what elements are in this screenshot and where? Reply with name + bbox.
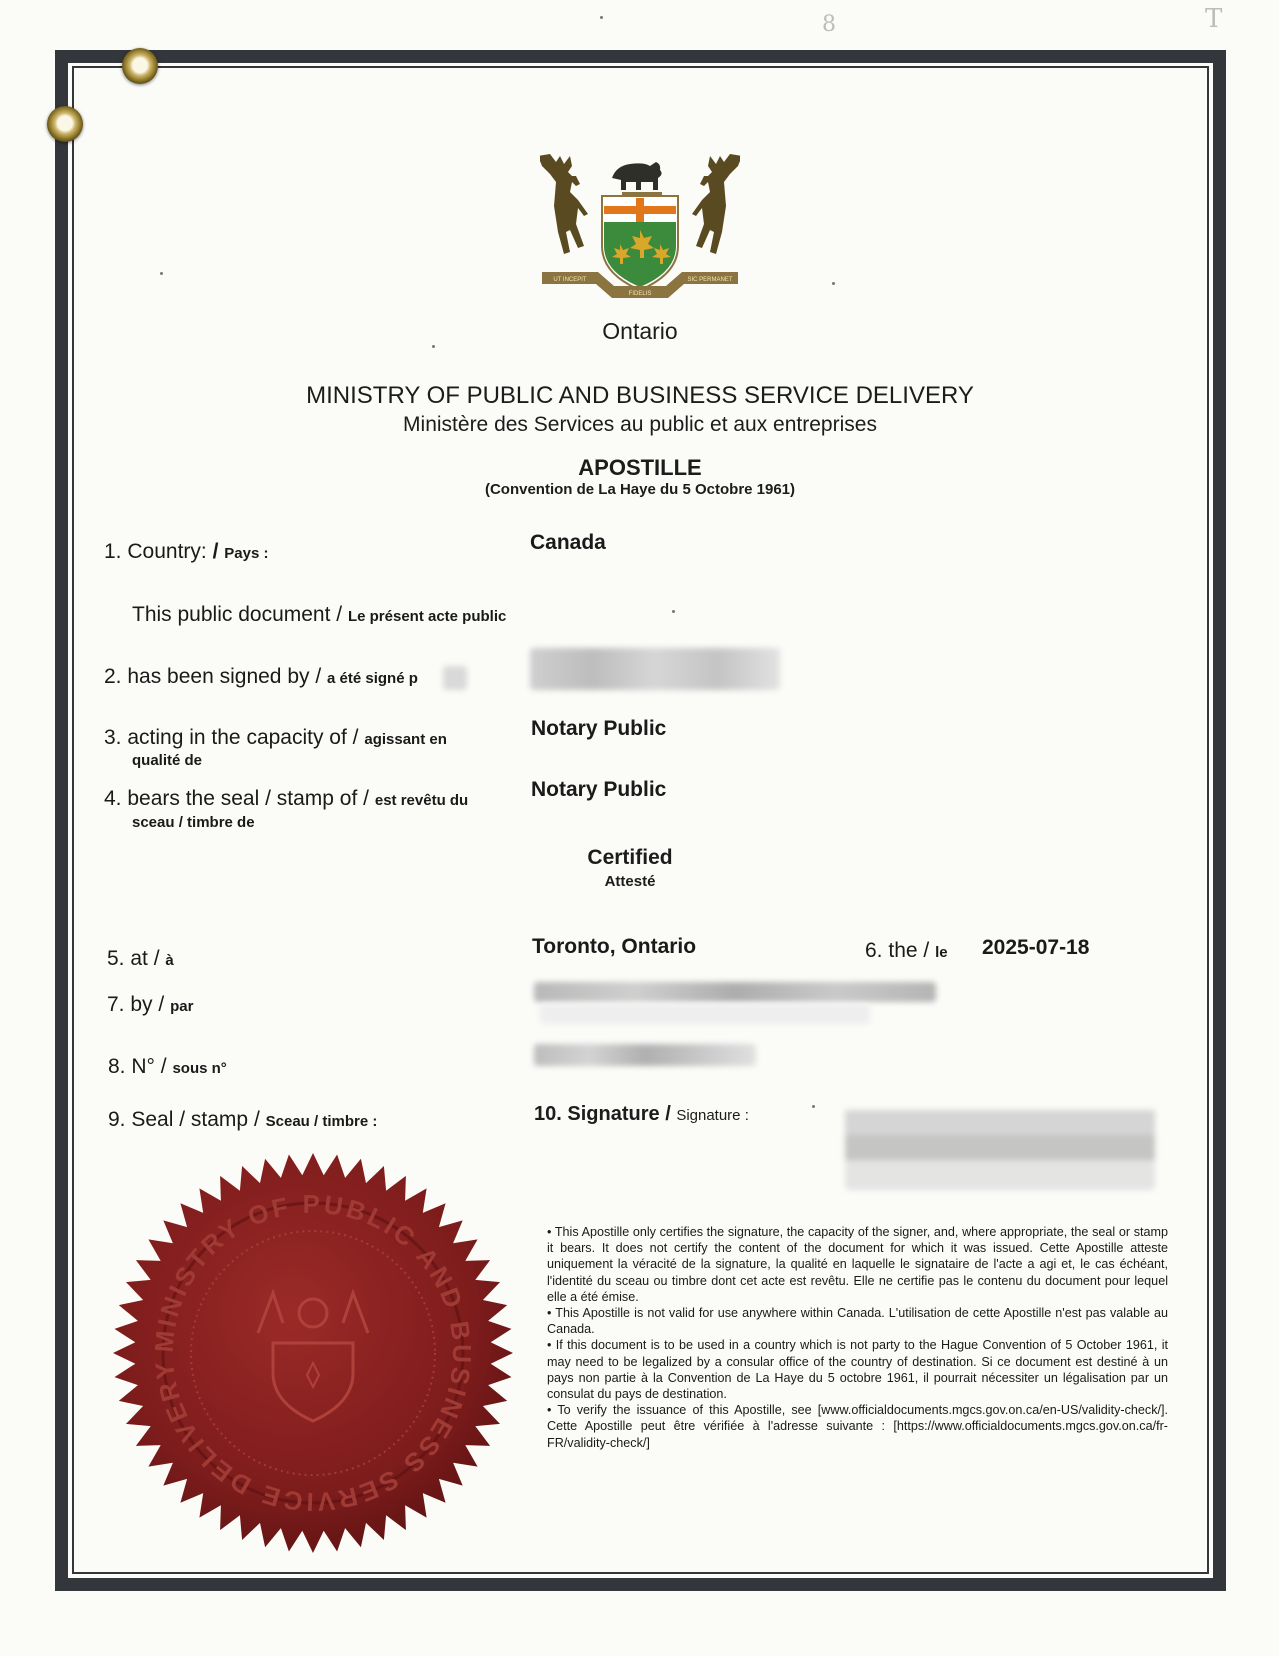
redacted-signer-name xyxy=(530,648,780,690)
note-paragraph: • This Apostille is not valid for use anywhere within Canada. L'utilisation de cette Apostille n'est pas valable au Canada. xyxy=(547,1306,1168,1337)
field-seal-value: Notary Public xyxy=(531,778,667,801)
note-paragraph: • This Apostille only certifies the signature, the capacity of the signer, and, where appropriate, the seal or stamp it bears. It does not certify the content of the document for which it was issued. Cette Apostille atteste uniquement la véracité de la signature, la qualité en laquelle le signataire de l'acte a agi et, le cas échéant, l'identité du sceau ou timbre dont cet acte est revêtu. Elle ne certifie pas le contenu du document pour lequel elle a été émise. xyxy=(547,1225,1168,1304)
apostille-notes xyxy=(547,1224,1168,1451)
field-at-label: 5. at / à xyxy=(107,947,174,970)
redacted-issuer-line2 xyxy=(540,1004,870,1024)
field-seal-stamp-label: 9. Seal / stamp / Sceau / timbre : xyxy=(108,1108,378,1131)
field-at-value: Toronto, Ontario xyxy=(532,935,697,958)
convention-subtitle: (Convention de La Haye du 5 Octobre 1961) xyxy=(484,481,796,498)
field-capacity-label-fr: qualité de xyxy=(132,752,203,769)
certified-heading: Certified xyxy=(587,846,673,869)
redacted-number xyxy=(534,1044,756,1066)
note-paragraph: • To verify the issuance of this Apostille, see [www.officialdocuments.mgcs.gov.on.ca/en-US/validity-check/]. Cette Apostille peut être vérifiée à l'adresse suivante : [https://www.officialdocuments.mgcs.gov.on.ca/fr-FR/validity-check/] xyxy=(547,1403,1168,1450)
certified-heading-fr: Attesté xyxy=(604,873,656,890)
ministry-title-fr: Ministère des Services au public et aux entreprises xyxy=(403,413,877,436)
public-document-label: This public document / Le présent acte public xyxy=(132,603,507,626)
ministry-title-en: MINISTRY OF PUBLIC AND BUSINESS SERVICE DELIVERY xyxy=(306,382,974,409)
margin-mark: T xyxy=(1205,4,1223,34)
crest-name: Ontario xyxy=(602,318,678,344)
redacted-issuer xyxy=(534,982,936,1002)
redacted-block xyxy=(443,666,467,690)
document-title: APOSTILLE xyxy=(578,455,702,480)
field-signed-by-label: 2. has been signed by / a été signé p xyxy=(104,665,418,688)
ontario-crest-icon xyxy=(540,148,740,320)
field-number-label: 8. N° / sous n° xyxy=(108,1055,227,1078)
field-country-value: Canada xyxy=(530,531,606,554)
crest-motto-right: SIC PERMANET xyxy=(687,277,733,283)
field-date-label: 6. the / le xyxy=(865,939,948,962)
margin-mark: 8 xyxy=(822,12,836,37)
crest-motto-center: FIDELIS xyxy=(628,291,652,297)
field-date-value: 2025-07-18 xyxy=(982,936,1090,959)
field-seal-label-fr: sceau / timbre de xyxy=(132,814,255,831)
note-paragraph: • If this document is to be used in a country which is not party to the Hague Convention of 5 October 1961, it may need to be legalized by a consular office of the country of destination. Si ce document est destiné à un pays non partie à la Convention de La Haye du 5 octobre 1961, il pourrait nécessiter un légalisation par un consulat du pays de destination. xyxy=(547,1338,1168,1402)
field-seal-label: 4. bears the seal / stamp of / est revêtu du xyxy=(104,787,469,810)
field-signature-label: 10. Signature / Signature : xyxy=(534,1103,749,1125)
official-seal-icon xyxy=(108,1148,518,1558)
field-capacity-label: 3. acting in the capacity of / agissant en xyxy=(104,726,447,749)
field-by-label: 7. by / par xyxy=(107,993,194,1016)
redacted-signature xyxy=(845,1090,1155,1190)
eyelet-icon xyxy=(47,106,83,142)
seal-ring-text: MINISTRY OF PUBLIC AND BUSINESS SERVICE DELIVERY xyxy=(148,1188,478,1518)
field-country-label: 1. Country: / Pays : xyxy=(104,540,269,563)
field-capacity-value: Notary Public xyxy=(531,717,667,740)
crest-motto-left: UT INCEPIT xyxy=(553,277,587,283)
eyelet-icon xyxy=(122,48,158,84)
